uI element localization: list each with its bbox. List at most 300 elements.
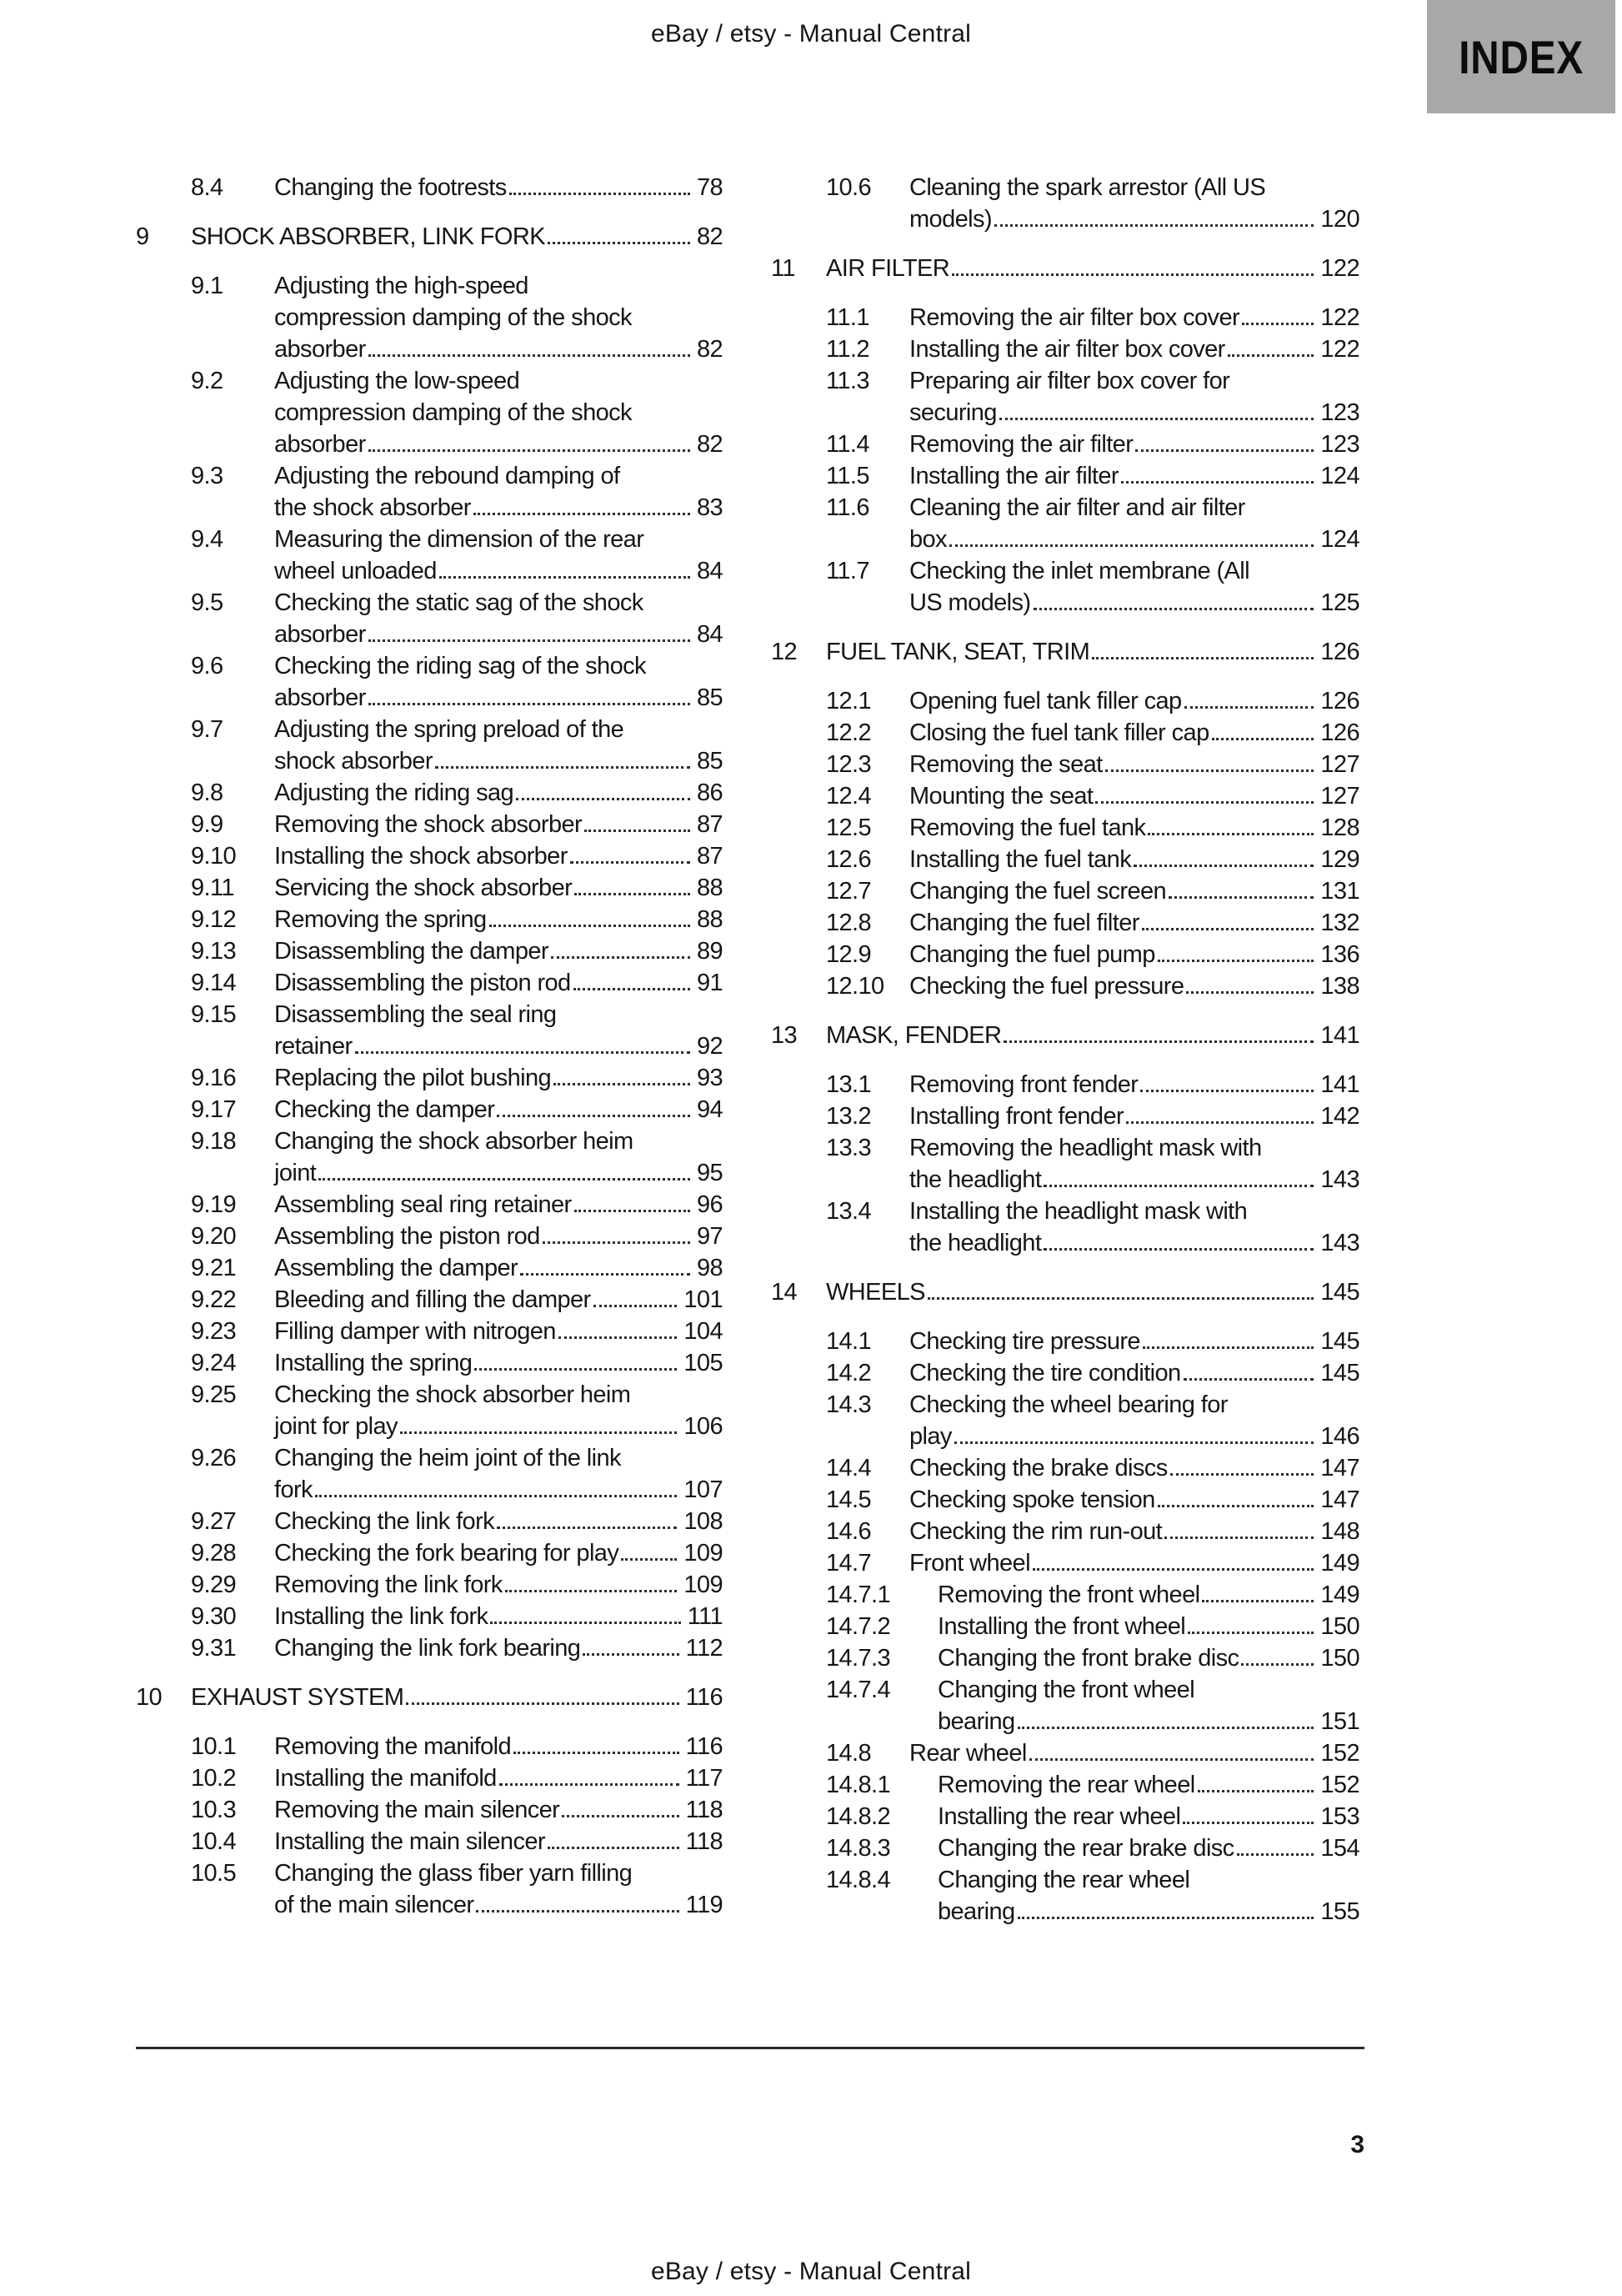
entry-number: 9.30: [191, 1603, 237, 1630]
entry-last-line: [909, 717, 1359, 749]
dot-leader: [368, 354, 690, 357]
dot-leader: [368, 449, 690, 452]
dot-leader: [548, 1847, 679, 1849]
entry-title-line: Opening fuel tank filler cap: [909, 688, 1182, 714]
entry-title-block: [274, 872, 723, 904]
toc-entry: [136, 524, 723, 587]
entry-last-line: [274, 555, 723, 587]
toc-entry: [771, 302, 1359, 333]
entry-title-block: [274, 1537, 723, 1569]
dot-leader: [315, 1495, 677, 1497]
entry-title-line: Installing the shock absorber: [274, 843, 568, 870]
entry-number: 9: [136, 223, 149, 250]
entry-last-line: [909, 780, 1359, 812]
entry-last-line: [274, 904, 723, 935]
toc-entry: [771, 1484, 1359, 1516]
entry-last-line: [938, 1642, 1359, 1674]
toc-entry: [136, 1379, 723, 1442]
dot-leader: [1135, 449, 1314, 452]
entry-title-line: Adjusting the riding sag: [274, 780, 514, 806]
entry-number: 9.12: [191, 906, 237, 933]
entry-last-line: [938, 1832, 1359, 1864]
entry-number: 11: [771, 255, 795, 282]
entry-page-number: 97: [696, 1223, 723, 1250]
entry-title-block: [274, 1125, 723, 1189]
entry-page-number: 149: [1320, 1582, 1359, 1608]
entry-title-block: [938, 1642, 1359, 1674]
entry-title-line: SHOCK ABSORBER, LINK FORK: [191, 223, 545, 250]
entry-last-line: [938, 1579, 1359, 1611]
entry-page-number: 127: [1320, 751, 1359, 778]
dot-leader: [1148, 833, 1314, 835]
entry-number: 9.17: [191, 1096, 237, 1123]
entry-page-number: 109: [683, 1540, 723, 1567]
entry-last-line: [909, 1164, 1359, 1196]
dot-leader: [355, 1051, 690, 1054]
entry-page-number: 93: [696, 1065, 723, 1091]
toc-entry: [136, 1632, 723, 1664]
toc-entry: [771, 1801, 1359, 1832]
entry-number: 14.8.4: [826, 1867, 891, 1893]
dot-leader: [583, 1653, 678, 1656]
entry-title-line: retainer: [274, 1033, 353, 1060]
dot-leader: [1184, 706, 1314, 709]
entry-title-line: Installing the front wheel: [938, 1613, 1186, 1640]
entry-number: 12: [771, 639, 798, 665]
toc-entry: [136, 1347, 723, 1379]
dot-leader: [1134, 865, 1314, 867]
dot-leader: [1143, 1346, 1314, 1349]
entry-title-line: Checking the riding sag of the shock: [274, 653, 646, 679]
entry-page-number: 152: [1320, 1772, 1359, 1798]
entry-title-line: FUEL TANK, SEAT, TRIM: [826, 639, 1090, 665]
entry-title-block: [938, 1611, 1359, 1642]
entry-title-line: Removing the headlight mask with: [909, 1135, 1262, 1161]
entry-last-line: [274, 1157, 723, 1189]
entry-page-number: 88: [696, 875, 723, 901]
entry-last-line: [274, 1252, 723, 1284]
entry-title-line: Installing the manifold: [274, 1765, 497, 1792]
entry-last-line: [909, 333, 1359, 365]
entry-number: 10.3: [191, 1797, 237, 1823]
toc-entry: [136, 1826, 723, 1857]
entry-title-line: Adjusting the rebound damping of: [274, 463, 620, 489]
entry-title-line: compression damping of the shock: [274, 399, 632, 426]
entry-title-block: [938, 1864, 1359, 1928]
entry-number: 14.8: [826, 1740, 872, 1767]
entry-title-line: play: [909, 1423, 952, 1450]
dot-leader: [999, 418, 1314, 420]
entry-title-block: [274, 935, 723, 967]
entry-title-line: models): [909, 206, 992, 233]
toc-entry: [136, 1221, 723, 1252]
toc-entry: [136, 1857, 723, 1921]
entry-title-line: Disassembling the piston rod: [274, 970, 571, 996]
toc-entry: [136, 1189, 723, 1221]
entry-page-number: 116: [685, 1684, 723, 1711]
dot-leader: [1242, 323, 1314, 325]
entry-title-line: joint for play: [274, 1413, 398, 1440]
entry-number: 12.3: [826, 751, 872, 778]
toc-entry: [136, 1794, 723, 1826]
toc-entry: [136, 1316, 723, 1347]
entry-number: 14.7.2: [826, 1613, 891, 1640]
entry-title-line: Front wheel: [909, 1550, 1030, 1577]
toc-entry: [136, 1094, 723, 1125]
entry-title-block: [909, 812, 1359, 844]
toc-entry: [771, 685, 1359, 717]
entry-last-line: [274, 172, 723, 203]
entry-number: 14.8.2: [826, 1803, 891, 1830]
entry-title-line: wheel unloaded: [274, 558, 437, 584]
toc-entry: [771, 429, 1359, 460]
entry-number: 14.6: [826, 1518, 872, 1545]
entry-title-block: [909, 492, 1359, 555]
toc-entry: [771, 1069, 1359, 1100]
entry-last-line: [909, 907, 1359, 939]
entry-title-block: [909, 685, 1359, 717]
entry-title-block: [909, 460, 1359, 492]
entry-last-line: [909, 844, 1359, 875]
entry-page-number: 118: [685, 1828, 723, 1855]
entry-number: 11.6: [826, 494, 869, 521]
entry-number: 13.1: [826, 1071, 872, 1098]
entry-number: 14.3: [826, 1391, 872, 1418]
entry-title-line: Removing the fuel tank: [909, 815, 1146, 841]
entry-last-line: [274, 1221, 723, 1252]
entry-number: 9.29: [191, 1572, 237, 1598]
entry-page-number: 142: [1320, 1103, 1359, 1130]
toc-entry: [771, 1357, 1359, 1389]
entry-page-number: 145: [1320, 1279, 1359, 1306]
entry-last-line: [938, 1801, 1359, 1832]
toc-entry: [771, 555, 1359, 619]
dot-leader: [1004, 1040, 1314, 1043]
entry-number: 9.4: [191, 526, 223, 553]
entry-page-number: 123: [1320, 431, 1359, 458]
dot-leader: [473, 513, 690, 515]
entry-number: 10: [136, 1684, 163, 1711]
entry-last-line: [909, 749, 1359, 780]
entry-page-number: 116: [685, 1733, 723, 1760]
entry-title-block: [909, 429, 1359, 460]
entry-title-line: Mounting the seat: [909, 783, 1094, 810]
entry-page-number: 126: [1320, 688, 1359, 714]
entry-last-line: [274, 1347, 723, 1379]
entry-page-number: 129: [1320, 846, 1359, 873]
dot-leader: [1158, 1505, 1314, 1507]
entry-page-number: 92: [696, 1033, 723, 1060]
entry-last-line: [274, 1762, 723, 1794]
entry-title-line: Installing front fender: [909, 1103, 1124, 1130]
entry-number: 11.1: [826, 304, 869, 331]
toc-column-right: [771, 172, 1359, 1928]
entry-title-line: Checking the wheel bearing for: [909, 1391, 1228, 1418]
entry-title-line: Checking the tire condition: [909, 1360, 1181, 1386]
entry-title-block: [274, 650, 723, 714]
entry-title-line: Removing the seat: [909, 751, 1103, 778]
entry-title-block: [274, 172, 723, 203]
entry-number: 9.22: [191, 1286, 237, 1313]
toc-entry: [771, 1579, 1359, 1611]
entry-page-number: 151: [1320, 1708, 1359, 1735]
entry-title-line: Checking the fork bearing for play: [274, 1540, 619, 1567]
dot-leader: [1158, 960, 1314, 962]
entry-title-line: Checking tire pressure: [909, 1328, 1140, 1355]
entry-title-block: [909, 1452, 1359, 1484]
dot-leader: [1212, 738, 1314, 740]
dot-leader: [1121, 481, 1314, 484]
entry-page-number: 101: [683, 1286, 723, 1313]
toc-entry: [771, 1769, 1359, 1801]
entry-title-block: [274, 587, 723, 650]
toc-entry: [771, 970, 1359, 1002]
toc-entry: [136, 714, 723, 777]
entry-page-number: 117: [685, 1765, 723, 1792]
entry-number: 9.25: [191, 1381, 237, 1408]
entry-title-line: Assembling seal ring retainer: [274, 1191, 572, 1218]
entry-title-block: [909, 1132, 1359, 1196]
entry-title-line: bearing: [938, 1898, 1015, 1925]
dot-leader: [513, 1752, 679, 1754]
entry-page-number: 124: [1320, 463, 1359, 489]
entry-last-line: [274, 1794, 723, 1826]
dot-leader: [1169, 896, 1314, 899]
entry-page-number: 87: [696, 811, 723, 838]
entry-title-block: [938, 1674, 1359, 1737]
entry-last-line: [909, 397, 1359, 429]
entry-last-line: [909, 685, 1359, 717]
entry-title-block: [274, 967, 723, 999]
dot-leader: [497, 1115, 690, 1117]
entry-title-line: Removing the spring: [274, 906, 487, 933]
entry-title-block: [274, 1221, 723, 1252]
toc-entry: [136, 172, 723, 203]
toc-entry: [136, 587, 723, 650]
entry-title-block: [909, 333, 1359, 365]
entry-title-line: US models): [909, 589, 1031, 616]
toc-entry: [136, 1252, 723, 1284]
entry-last-line: [909, 1100, 1359, 1132]
dot-leader: [318, 1178, 690, 1181]
dot-leader: [520, 1273, 690, 1276]
entry-title-line: Removing the shock absorber: [274, 811, 583, 838]
dot-leader: [1140, 1090, 1314, 1092]
entry-last-line: [274, 1537, 723, 1569]
entry-title-line: Removing the air filter box cover: [909, 304, 1240, 331]
dot-leader: [558, 1336, 678, 1339]
entry-title-line: Checking spoke tension: [909, 1486, 1155, 1513]
entry-page-number: 132: [1320, 910, 1359, 936]
dot-leader: [1184, 1378, 1314, 1381]
entry-title-line: Changing the rear wheel: [938, 1867, 1190, 1893]
entry-number: 8.4: [191, 174, 223, 201]
dot-leader: [570, 861, 690, 864]
toc-entry: [771, 939, 1359, 970]
entry-title-line: Adjusting the high-speed: [274, 273, 528, 299]
entry-page-number: 125: [1320, 589, 1359, 616]
entry-number: 14.5: [826, 1486, 872, 1513]
dot-leader: [1237, 1853, 1314, 1856]
dot-leader: [1044, 1185, 1314, 1187]
entry-title-block: [274, 714, 723, 777]
dot-leader: [1164, 1537, 1314, 1539]
entry-page-number: 145: [1320, 1360, 1359, 1386]
entry-title-line: Removing the main silencer: [274, 1797, 560, 1823]
entry-title-block: [274, 1347, 723, 1379]
entry-title-line: Measuring the dimension of the rear: [274, 526, 644, 553]
entry-page-number: 82: [696, 336, 723, 363]
entry-page-number: 155: [1320, 1898, 1359, 1925]
entry-title-block: [909, 970, 1359, 1002]
entry-title-block: [274, 270, 723, 365]
entry-last-line: [274, 872, 723, 904]
entry-last-line: [274, 619, 723, 650]
entry-title-line: Assembling the damper: [274, 1255, 518, 1281]
entry-page-number: 153: [1320, 1803, 1359, 1830]
entry-title-line: Checking the inlet membrane (All: [909, 558, 1249, 584]
entry-number: 12.1: [826, 688, 872, 714]
entry-last-line: [909, 1421, 1359, 1452]
dot-leader: [543, 1241, 690, 1244]
entry-last-line: [274, 682, 723, 714]
entry-title-line: of the main silencer: [274, 1892, 474, 1918]
entry-title-line: absorber: [274, 431, 366, 458]
entry-title-line: bearing: [938, 1708, 1015, 1735]
toc-entry: [136, 1601, 723, 1632]
entry-last-line: [826, 253, 1359, 284]
entry-number: 9.7: [191, 716, 223, 743]
dot-leader: [949, 544, 1314, 547]
entry-number: 10.6: [826, 174, 872, 201]
entry-title-block: [909, 1326, 1359, 1357]
entry-title-line: Checking the rim run-out: [909, 1518, 1163, 1545]
entry-number: 9.27: [191, 1508, 237, 1535]
toc-entry: [771, 717, 1359, 749]
entry-title-line: joint: [274, 1160, 317, 1186]
entry-last-line: [909, 1326, 1359, 1357]
entry-number: 13.2: [826, 1103, 872, 1130]
entry-title-block: [909, 780, 1359, 812]
toc-entry: [136, 1569, 723, 1601]
toc-entry: [136, 777, 723, 809]
dot-leader: [593, 1305, 678, 1307]
entry-last-line: [274, 1889, 723, 1921]
entry-title-block: [274, 999, 723, 1062]
page-number: 3: [1350, 2131, 1364, 2158]
dot-leader: [1186, 991, 1314, 994]
toc-entry: [771, 1452, 1359, 1484]
entry-number: 9.13: [191, 938, 237, 965]
entry-page-number: 91: [696, 970, 723, 996]
entry-number: 9.24: [191, 1350, 237, 1376]
dot-leader: [509, 193, 690, 195]
dot-leader: [1044, 1248, 1314, 1251]
entry-page-number: 143: [1320, 1166, 1359, 1193]
entry-number: 9.6: [191, 653, 223, 679]
entry-title-block: [909, 1069, 1359, 1100]
entry-last-line: [909, 812, 1359, 844]
entry-last-line: [191, 221, 723, 253]
entry-title-line: WHEELS: [826, 1279, 925, 1306]
entry-last-line: [274, 492, 723, 524]
entry-title-block: [274, 904, 723, 935]
entry-title-block: [274, 1189, 723, 1221]
entry-last-line: [826, 1276, 1359, 1308]
entry-title-block: [909, 365, 1359, 429]
entry-page-number: 83: [696, 494, 723, 521]
entry-last-line: [909, 1737, 1359, 1769]
entry-last-line: [909, 203, 1359, 235]
entry-title-line: Installing the air filter box cover: [909, 336, 1225, 363]
entry-title-block: [909, 844, 1359, 875]
dot-leader: [1198, 1790, 1314, 1792]
entry-page-number: 111: [687, 1603, 723, 1630]
entry-page-number: 82: [696, 223, 723, 250]
entry-title-block: [909, 717, 1359, 749]
entry-title-line: Installing the spring: [274, 1350, 473, 1376]
entry-number: 12.5: [826, 815, 872, 841]
entry-title-line: Changing the heim joint of the link: [274, 1445, 621, 1471]
dot-leader: [1241, 1663, 1314, 1666]
entry-title-line: fork: [274, 1476, 313, 1503]
entry-page-number: 122: [1320, 336, 1359, 363]
entry-title-block: [909, 1389, 1359, 1452]
entry-last-line: [909, 875, 1359, 907]
toc-entry: [136, 967, 723, 999]
toc-entry: [136, 840, 723, 872]
entry-page-number: 141: [1320, 1022, 1359, 1049]
entry-number: 9.16: [191, 1065, 237, 1091]
entry-title-block: [274, 1857, 723, 1921]
entry-title-line: absorber: [274, 621, 366, 648]
index-badge: [1427, 0, 1615, 113]
entry-number: 12.4: [826, 783, 872, 810]
entry-title-block: [909, 1547, 1359, 1579]
entry-title-line: box: [909, 526, 947, 553]
dot-leader: [499, 1783, 679, 1786]
dot-leader: [1126, 1121, 1314, 1124]
index-badge-label: INDEX: [1459, 30, 1584, 83]
entry-title-block: [191, 1682, 723, 1713]
entry-page-number: 108: [683, 1508, 723, 1535]
toc-entry: [771, 1611, 1359, 1642]
entry-title-block: [191, 221, 723, 253]
entry-number: 9.14: [191, 970, 237, 996]
entry-title-block: [826, 636, 1359, 668]
entry-title-line: Checking the fuel pressure: [909, 973, 1184, 1000]
entry-number: 11.5: [826, 463, 869, 489]
entry-title-block: [274, 1252, 723, 1284]
toc-entry: [136, 365, 723, 460]
dot-leader: [621, 1558, 677, 1561]
entry-number: 9.18: [191, 1128, 237, 1155]
entry-title-block: [274, 1601, 723, 1632]
toc-entry: [771, 1100, 1359, 1132]
entry-title-line: Cleaning the spark arrestor (All US: [909, 174, 1266, 201]
entry-last-line: [274, 1506, 723, 1537]
entry-title-block: [826, 1020, 1359, 1051]
header-title: eBay / etsy - Manual Central: [650, 20, 972, 48]
entry-number: 9.9: [191, 811, 223, 838]
entry-title-block: [274, 1731, 723, 1762]
entry-last-line: [274, 1062, 723, 1094]
entry-number: 14.2: [826, 1360, 872, 1386]
entry-title-line: Adjusting the low-speed: [274, 368, 520, 394]
entry-title-line: Changing the fuel pump: [909, 941, 1155, 968]
toc-entry: [136, 872, 723, 904]
toc-entry: [771, 172, 1359, 235]
